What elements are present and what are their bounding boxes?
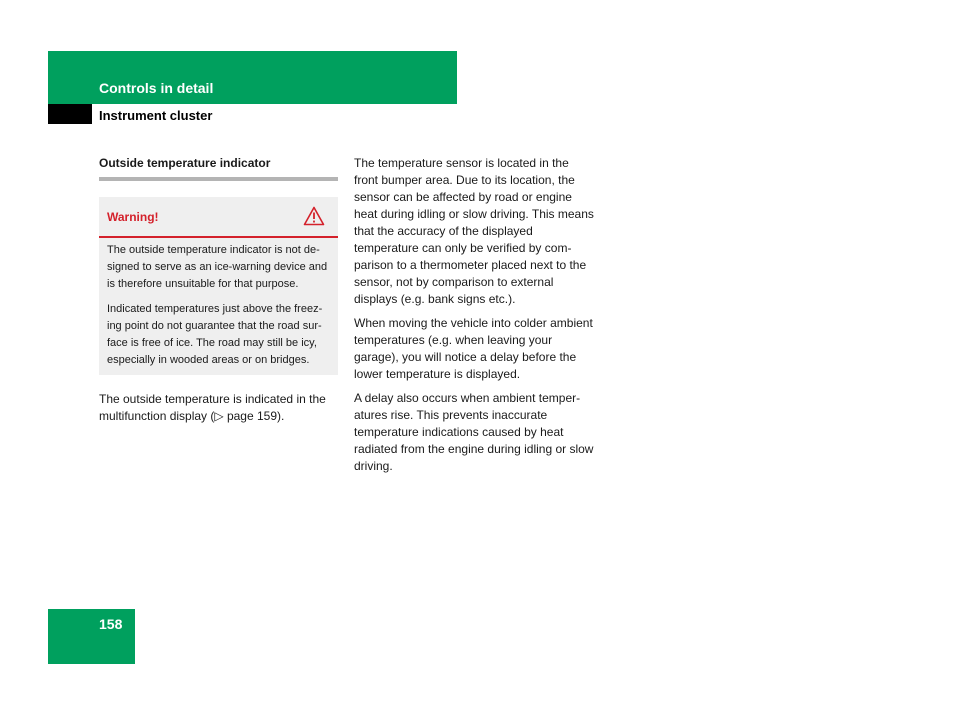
subheading-rule xyxy=(99,177,338,181)
body-paragraph: The outside temperature is indicated in the multifunction display (▷ page 159). xyxy=(99,392,326,423)
warning-label: Warning! xyxy=(107,210,159,224)
warning-header xyxy=(99,197,338,238)
body-paragraph: When moving the vehicle into colder ambient temperatures (e.g. when leaving your garage), you will notice a delay before the lower temperature is displayed. xyxy=(354,316,593,381)
warning-paragraph: The outside temperature indicator is not de-signed to serve as an ice-warning device and is therefore unsuitable for that purpose. xyxy=(107,244,328,290)
body-paragraph: The temperature sensor is located in the front bumper area. Due to its location, the sensor can be affected by road or engine heat during idling or slow driving. This means that the accuracy of the displayed temperature can only be verified by com-parison to a thermometer placed next to the sensor, not by comparison to external displays (e.g. bank signs etc.). xyxy=(354,156,594,306)
body-paragraph: A delay also occurs when ambient temper-atures rise. This prevents inaccurate temperature indications caused by heat radiated from the engine during idling or slow driving. xyxy=(354,391,594,473)
header-bar xyxy=(48,51,457,104)
warning-paragraph: Indicated temperatures just above the freez-ing point do not guarantee that the road sur-face is free of ice. The road may still be icy, especially in wooded areas or on bridges. xyxy=(107,303,323,366)
warning-body xyxy=(99,238,338,375)
section-marker xyxy=(48,104,92,124)
section-title: Instrument cluster xyxy=(99,108,213,123)
left-column xyxy=(99,156,338,425)
warning-box xyxy=(99,197,338,375)
right-column xyxy=(354,155,596,482)
subheading: Outside temperature indicator xyxy=(99,156,271,170)
chapter-title: Controls in detail xyxy=(99,80,214,96)
page-number: 158 xyxy=(99,616,123,632)
warning-triangle-icon xyxy=(303,206,325,226)
